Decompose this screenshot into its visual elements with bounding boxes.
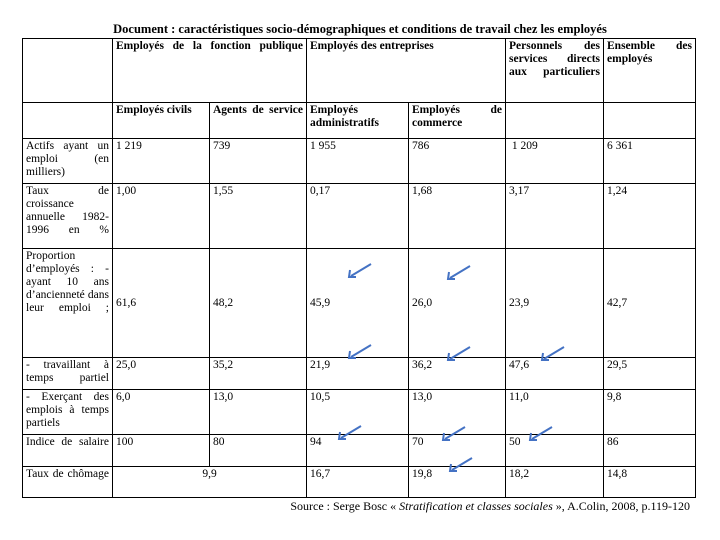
cell-partiel-agents: 35,2	[210, 358, 307, 390]
cell-emplois-partiels-civils: 6,0	[113, 390, 210, 435]
cell-chomage-administratifs: 16,7	[307, 467, 409, 498]
corner-cell-sub	[23, 103, 113, 139]
arrow-down-left-icon	[439, 425, 467, 443]
cell-taux-personnels: 3,17	[506, 184, 604, 249]
cell-actifs-personnels: 1 209	[506, 139, 604, 184]
row-label-emplois-partiels: - Exerçant des emplois à temps partiels	[23, 390, 113, 435]
cell-anciennete-personnels: 23,9	[506, 249, 604, 358]
cell-chomage-ensemble: 14,8	[604, 467, 696, 498]
cell-emplois-partiels-administratifs: 10,5	[307, 390, 409, 435]
arrow-down-left-icon	[444, 345, 472, 363]
cell-chomage-fonction-publique: 9,9	[113, 467, 307, 498]
cell-anciennete-ensemble: 42,7	[604, 249, 696, 358]
cell-anciennete-commerce: 26,0	[409, 249, 506, 358]
cell-chomage-commerce: 19,8	[409, 467, 506, 498]
arrow-down-left-icon	[538, 345, 566, 363]
cell-actifs-commerce: 786	[409, 139, 506, 184]
subheader-empty-personnels	[506, 103, 604, 139]
source-citation: Source : Serge Bosc « Stratification et classes sociales », A.Colin, 2008, p.119-120	[290, 499, 690, 513]
header-fonction-publique: Employés de la fonction publique	[113, 39, 307, 103]
row-label-salaire: Indice de salaire	[23, 435, 113, 467]
row-label-partiel: - travaillant à temps partiel	[23, 358, 113, 390]
cell-taux-commerce: 1,68	[409, 184, 506, 249]
cell-partiel-civils: 25,0	[113, 358, 210, 390]
subheader-commerce: Employés de commerce	[409, 103, 506, 139]
cell-anciennete-civils: 61,6	[113, 249, 210, 358]
cell-partiel-administratifs: 21,9	[307, 358, 409, 390]
subheader-administratifs: Employés administratifs	[307, 103, 409, 139]
row-label-anciennete: Proportion d’employés : - ayant 10 ans d’ancienneté dans leur emploi ;	[23, 249, 113, 358]
cell-chomage-personnels: 18,2	[506, 467, 604, 498]
cell-taux-agents: 1,55	[210, 184, 307, 249]
cell-actifs-agents: 739	[210, 139, 307, 184]
cell-salaire-commerce: 70	[409, 435, 506, 467]
arrow-down-left-icon	[345, 262, 373, 280]
arrow-down-left-icon	[444, 264, 472, 282]
cell-partiel-commerce: 36,2	[409, 358, 506, 390]
row-label-chomage: Taux de chômage	[23, 467, 113, 498]
row-label-actifs: Actifs ayant un emploi (en milliers)	[23, 139, 113, 184]
arrow-down-left-icon	[335, 424, 363, 442]
cell-partiel-personnels: 47,6	[506, 358, 604, 390]
cell-taux-civils: 1,00	[113, 184, 210, 249]
subheader-empty-ensemble	[604, 103, 696, 139]
document-title: Document : caractéristiques socio-démographiques et conditions de travail chez les employés	[113, 22, 607, 36]
arrow-down-left-icon	[526, 425, 554, 443]
header-entreprises: Employés des entreprises	[307, 39, 506, 103]
row-label-taux: Taux de croissance annuelle 1982-1996 en %	[23, 184, 113, 249]
arrow-down-left-icon	[446, 456, 474, 474]
subheader-agents: Agents de service	[210, 103, 307, 139]
cell-emplois-partiels-personnels: 11,0	[506, 390, 604, 435]
arrow-down-left-icon	[345, 343, 373, 361]
cell-emplois-partiels-agents: 13,0	[210, 390, 307, 435]
cell-salaire-ensemble: 86	[604, 435, 696, 467]
cell-anciennete-administratifs: 45,9	[307, 249, 409, 358]
header-personnels: Personnels des services directs aux particuliers	[506, 39, 604, 103]
cell-salaire-administratifs: 94	[307, 435, 409, 467]
cell-salaire-personnels: 50	[506, 435, 604, 467]
source-book-title: Stratification et classes sociales	[399, 499, 553, 513]
cell-actifs-ensemble: 6 361	[604, 139, 696, 184]
cell-anciennete-agents: 48,2	[210, 249, 307, 358]
cell-taux-ensemble: 1,24	[604, 184, 696, 249]
subheader-civils: Employés civils	[113, 103, 210, 139]
cell-salaire-agents: 80	[210, 435, 307, 467]
cell-actifs-administratifs: 1 955	[307, 139, 409, 184]
cell-emplois-partiels-ensemble: 9,8	[604, 390, 696, 435]
cell-emplois-partiels-commerce: 13,0	[409, 390, 506, 435]
cell-actifs-civils: 1 219	[113, 139, 210, 184]
cell-partiel-ensemble: 29,5	[604, 358, 696, 390]
cell-salaire-civils: 100	[113, 435, 210, 467]
header-ensemble: Ensemble des employés	[604, 39, 696, 103]
corner-cell	[23, 39, 113, 103]
cell-taux-administratifs: 0,17	[307, 184, 409, 249]
